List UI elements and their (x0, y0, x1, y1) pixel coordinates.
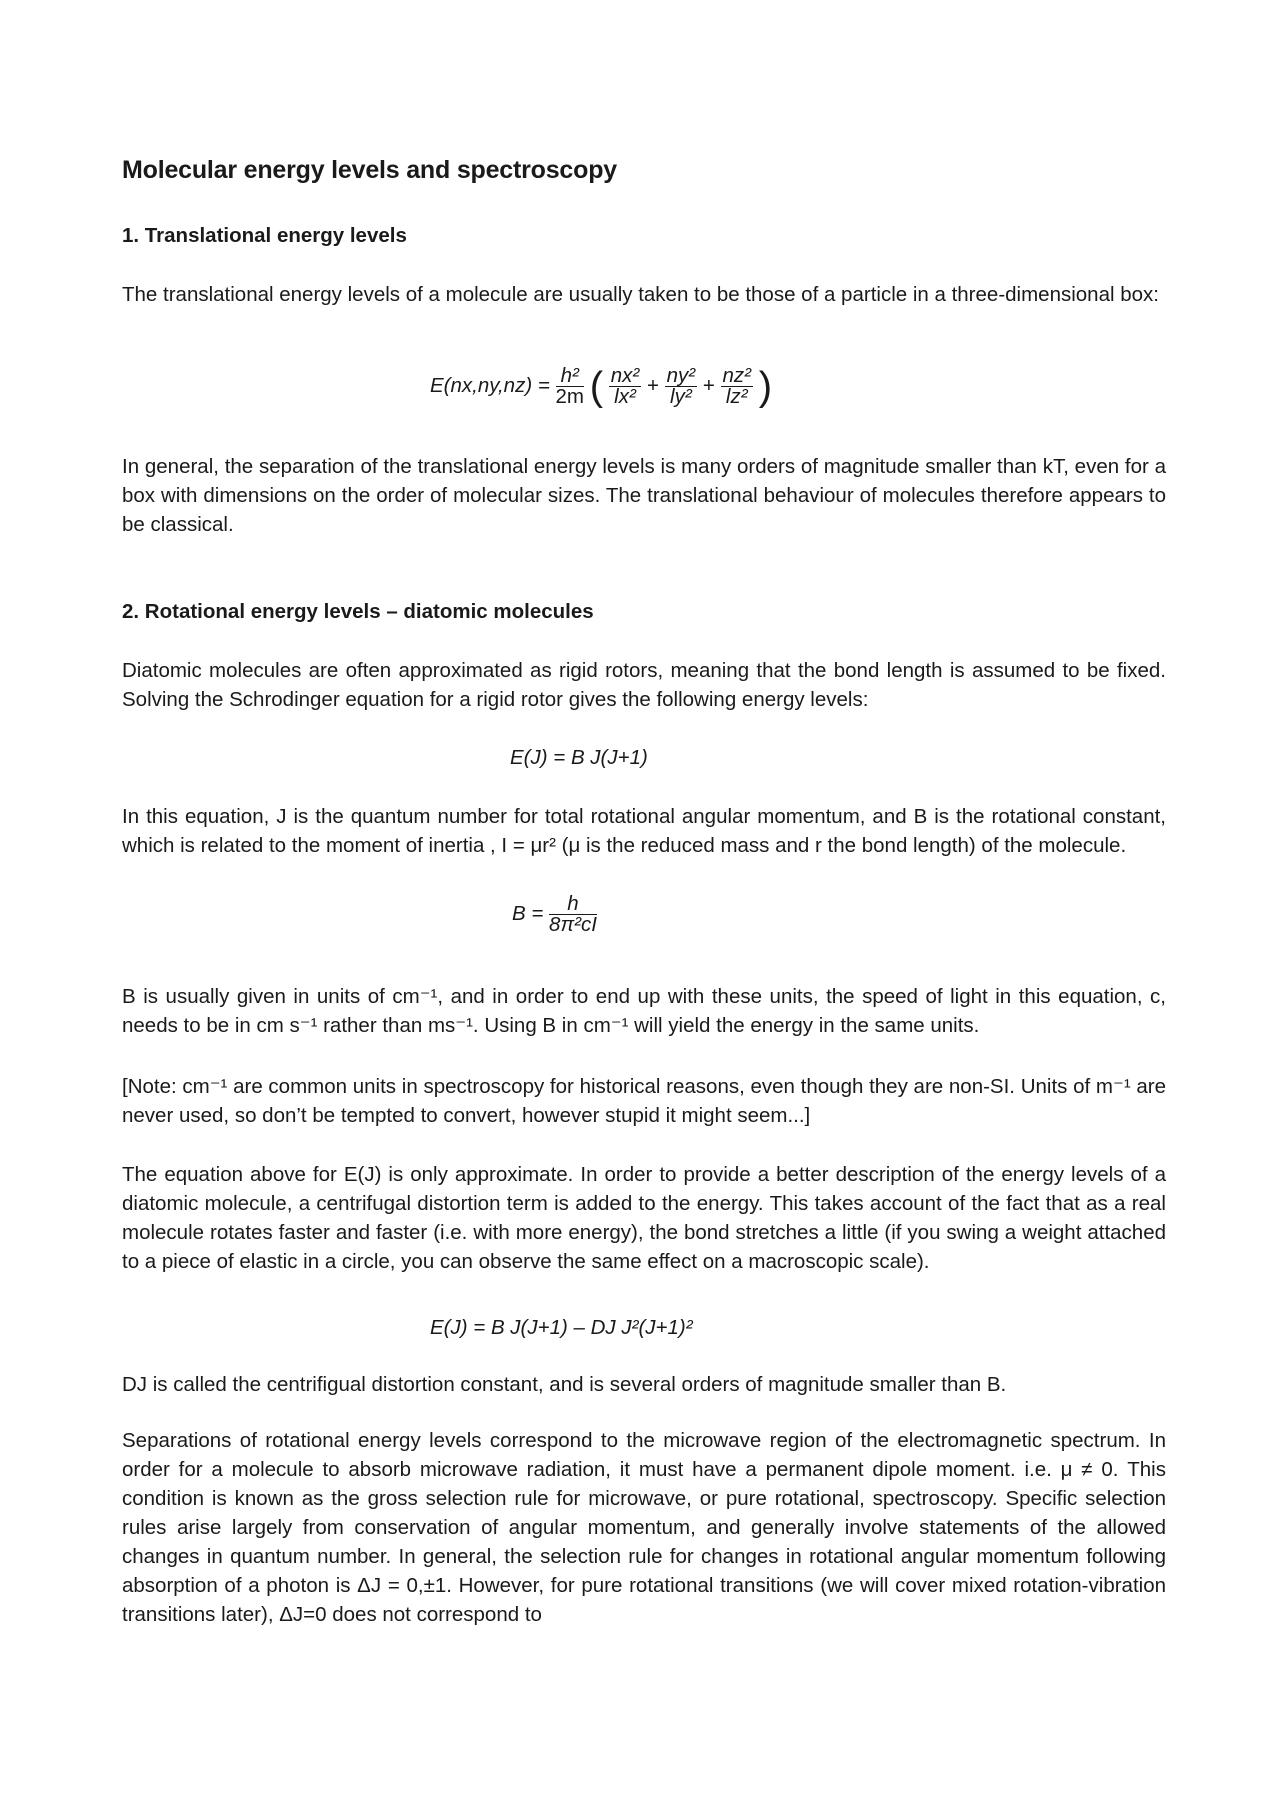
fraction-nz-over-lz (721, 366, 753, 407)
paragraph-translational-classical: In general, the separation of the translational energy levels is many orders of magnitude smaller than kT, even for a box with dimensions on the order of molecular sizes. The translational behaviour of molecules therefore appears to be classical. (122, 455, 1166, 536)
fraction-denominator: 2m (555, 385, 585, 408)
paragraph-distortion-constant: DJ is called the centrifigual distortion constant, and is several orders of magnitude smaller than B. (122, 1373, 1007, 1396)
fraction-h2-over-2m (556, 366, 584, 407)
open-paren: ( (589, 364, 604, 409)
fraction-numerator: nx² (610, 364, 640, 387)
fraction-nx-over-lx (609, 366, 641, 407)
equation-rigid-rotor: E(J) = B J(J+1) (510, 746, 648, 769)
fraction-denominator: lx² (614, 385, 636, 408)
paragraph-units: B is usually given in units of cm⁻¹, and in order to end up with these units, the speed of light in this equation, c, needs to be in cm s⁻¹ rather than ms⁻¹. Using B in cm⁻¹ will yield the energy in the same units. (122, 985, 1166, 1037)
paragraph-rotational-constant: In this equation, J is the quantum number for total rotational angular momentum, and B is the rotational constant, which is related to the moment of inertia , I = μr² (μ is the reduced mass and r the bond length) of the molecule. (122, 805, 1166, 857)
plus-sign: + (702, 373, 715, 397)
fraction-numerator: ny² (666, 364, 696, 387)
equation-translational (430, 366, 772, 407)
fraction-ny-over-ly (665, 366, 697, 407)
equation-b-lhs: B = (512, 901, 544, 925)
fraction-h-over-8pi2cI (549, 894, 597, 935)
equation-translational-lhs: E(nx,ny,nz) = (430, 373, 550, 397)
paragraph-selection-rules: Separations of rotational energy levels correspond to the microwave region of the electromagnetic spectrum. In order for a molecule to absorb microwave radiation, it must have a permanent dipole moment. i.e. μ ≠ 0. This condition is known as the gross selection rule for microwave, or pure rotational, spectroscopy. Specific selection rules arise largely from conservation of angular momentum, and generally involve statements of the allowed changes in quantum number. In general, the selection rule for changes in rotational angular momentum following absorption of a photon is ΔJ = 0,±1. However, for pure rotational transitions (we will cover mixed rotation-vibration transitions later), ΔJ=0 does not correspond to (122, 1429, 1166, 1626)
fraction-numerator: nz² (722, 364, 751, 387)
fraction-denominator: 8π²cI (549, 913, 597, 936)
page-title: Molecular energy levels and spectroscopy (122, 156, 617, 184)
equation-rotational-constant (512, 894, 597, 935)
paragraph-rigid-rotor: Diatomic molecules are often approximated as rigid rotors, meaning that the bond length is assumed to be fixed. Solving the Schrodinger equation for a rigid rotor gives the following energy levels: (122, 659, 1166, 711)
fraction-denominator: lz² (725, 385, 748, 408)
section-heading-translational: 1. Translational energy levels (122, 224, 407, 247)
fraction-denominator: ly² (670, 385, 692, 408)
section-heading-rotational: 2. Rotational energy levels – diatomic molecules (122, 600, 594, 623)
paragraph-translational-intro: The translational energy levels of a molecule are usually taken to be those of a particle in a three-dimensional box: (122, 283, 1159, 306)
fraction-numerator: h (549, 894, 597, 915)
equation-centrifugal: E(J) = B J(J+1) – DJ J²(J+1)² (430, 1316, 693, 1339)
paragraph-centrifugal: The equation above for E(J) is only approximate. In order to provide a better description of the energy levels of a diatomic molecule, a centrifugal distortion term is added to the energy. This takes account of the fact that as a real molecule rotates faster and faster (i.e. with more energy), the bond stretches a little (if you swing a weight attached to a piece of elastic in a circle, you can observe the same effect on a macroscopic scale). (122, 1163, 1166, 1273)
fraction-numerator: h² (556, 366, 584, 387)
paragraph-note: [Note: cm⁻¹ are common units in spectroscopy for historical reasons, even though they are non-SI. Units of m⁻¹ are never used, so don’t be tempted to convert, however stupid it might seem...] (122, 1075, 1166, 1127)
plus-sign: + (646, 373, 659, 397)
close-paren: ) (758, 364, 773, 409)
